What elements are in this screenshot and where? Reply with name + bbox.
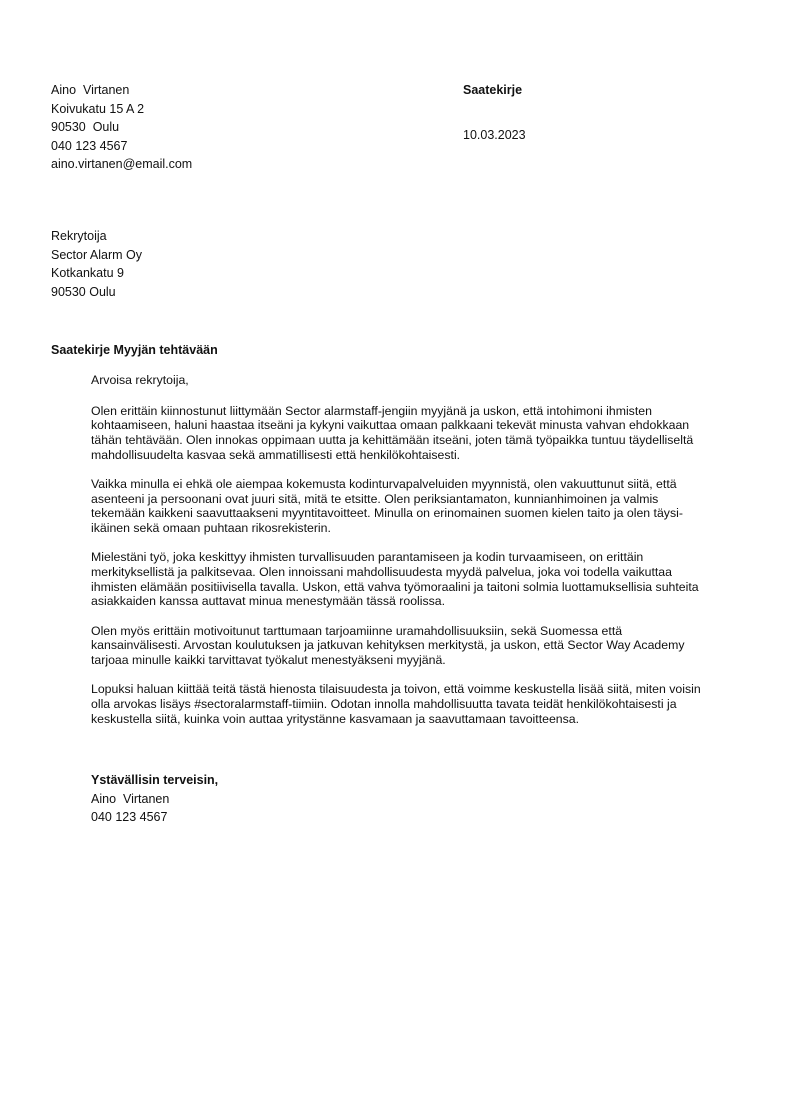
salutation: Arvoisa rekrytoija, <box>91 373 189 387</box>
recipient-address-block <box>51 227 142 301</box>
document-date: 10.03.2023 <box>463 128 526 142</box>
body-paragraph: Olen myös erittäin motivoitunut tarttumaan tarjoamiinne uramahdollisuuksiin, sekä Suomessa että kansainvälisesti. Arvostan koulutuksen ja jatkuvan kehityksen merkitystä, ja uskon, että Sector Way Academy tarjoaa minulle kaikki tarvittavat työkalut menestyäkseni myyjänä. <box>91 623 685 668</box>
recipient-title: Rekrytoija <box>51 229 107 243</box>
body-paragraph: Mielestäni työ, joka keskittyy ihmisten turvallisuuden parantamiseen ja kodin turvaamiseen, on erittäin merkityksellistä ja palkitsevaa. Olen innoissani mahdollisuudesta myydä palvelua, joka voi todella vaikuttaa ihmisten elämään positiivisella tavalla. Uskon, että vahva työmoraalini ja taitoni solmia luottamuksellisia suhteita asiakkaiden kanssa auttavat minua menestymään tässä roolissa. <box>91 550 699 609</box>
recipient-street: Kotkankatu 9 <box>51 266 124 280</box>
letter-subject: Saatekirje Myyjän tehtävään <box>51 343 218 357</box>
sender-address-block <box>51 81 192 174</box>
sender-phone: 040 123 4567 <box>51 138 128 153</box>
recipient-postal: 90530 Oulu <box>51 284 116 299</box>
signature-name: Aino Virtanen <box>91 791 170 806</box>
closing-block <box>91 771 218 827</box>
recipient-company: Sector Alarm Oy <box>51 247 142 262</box>
letter-body <box>91 373 713 741</box>
body-paragraph: Lopuksi haluan kiittää teitä tästä hienosta tilaisuudesta ja toivon, että voimme keskustella lisää siitä, miten voisin olla arvokas lisäys #sectoralarmstaff-tiimiin. Odotan innolla mahdollisuutta tavata teidät henkilökohtaisesti ja keskustella siitä, kuinka voin auttaa yritystänne kasvamaan ja saavuttamaan tavoitteensa. <box>91 682 701 726</box>
body-paragraph: Olen erittäin kiinnostunut liittymään Sector alarmstaff-jengiin myyjänä ja uskon, että intohimoni ihmisten kohtaamiseen, haluni haastaa itseäni ja kykyni vaikuttaa omaan palkkaani tekevät minusta vahvan ehdokkaan tähän tehtävään. Olen innokas oppimaan uutta ja kehittämään itseäni, joten tämä työpaikka tuntuu täydelliseltä mahdollisuudelta kasvaa sekä ammatillisesti että henkilökohtaisesti. <box>91 403 694 462</box>
sender-street: Koivukatu 15 A 2 <box>51 101 145 116</box>
document-type: Saatekirje <box>463 83 523 97</box>
signature-phone: 040 123 4567 <box>91 810 168 824</box>
closing-greeting: Ystävällisin terveisin, <box>91 773 219 787</box>
body-paragraph: Vaikka minulla ei ehkä ole aiempaa kokemusta kodinturvapalveluiden myynnistä, olen vakuuttunut siitä, että asenteeni ja persoonani ovat juuri sitä, mitä te etsitte. Olen periksiantamaton, kunnianhimoinen ja valmis tekemään kaikkeni saavuttaakseni myyntitavoitteet. Minulla on erinomainen suomen kielen taito ja olen täysi-ikäinen sekä omaan puhtaan rikosrekisterin. <box>91 477 683 536</box>
sender-name: Aino Virtanen <box>51 83 130 97</box>
sender-email: aino.virtanen@email.com <box>51 157 193 171</box>
sender-postal: 90530 Oulu <box>51 120 120 134</box>
